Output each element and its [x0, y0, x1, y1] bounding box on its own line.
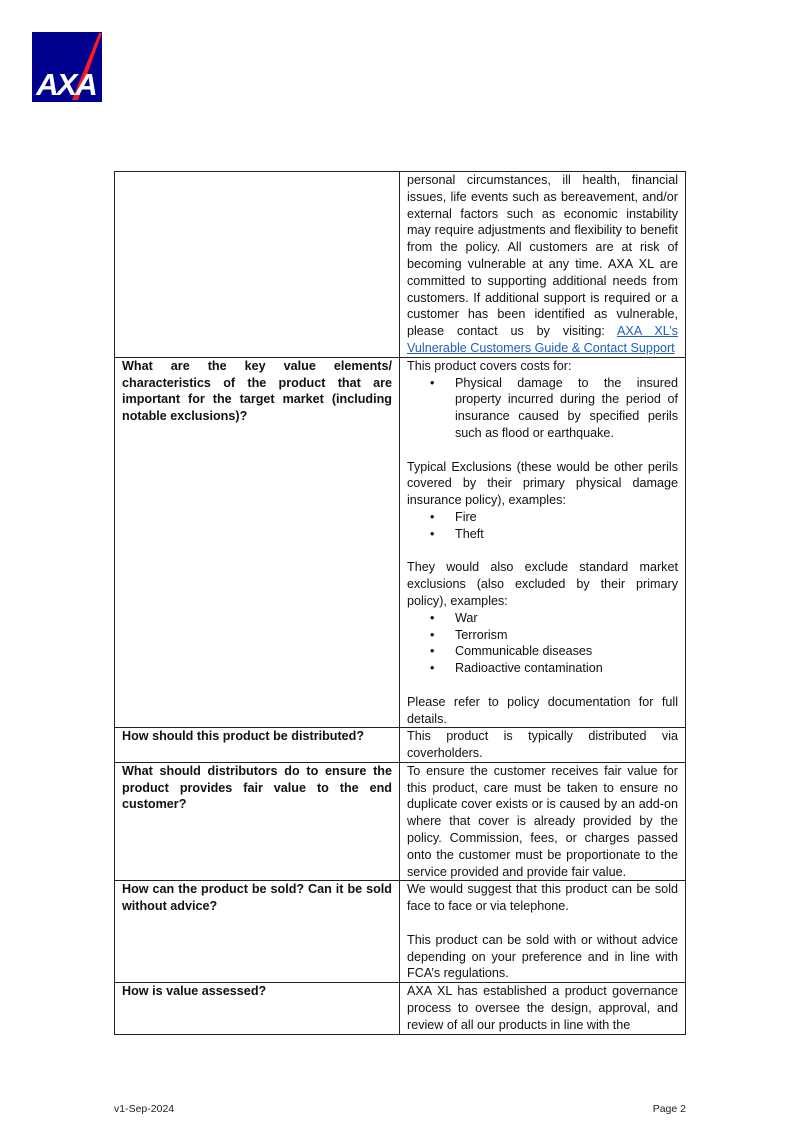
- list-item: • Physical damage to the insured property incurred during the period of insurance caused by specified perils such as flood or earthquake.: [455, 375, 678, 442]
- answer-cell: [400, 172, 686, 358]
- footer-version: v1-Sep-2024: [114, 1103, 175, 1115]
- list-item: • Radioactive contamination: [455, 660, 678, 677]
- market-exclusions-list: [407, 610, 678, 677]
- svg-text:AXA: AXA: [36, 67, 96, 102]
- axa-logo: [32, 32, 102, 102]
- product-info-table: [114, 171, 686, 1035]
- exclusions-intro: Typical Exclusions (these would be other perils covered by their primary physical damage insurance policy), examples:: [407, 459, 678, 508]
- market-exclusions-intro: They would also exclude standard market exclusions (also excluded by their primary policy), examples:: [407, 560, 678, 608]
- question-cell: How can the product be sold? Can it be sold without advice?: [115, 881, 400, 983]
- table-row: [115, 762, 686, 881]
- exclusions-list: [407, 509, 678, 543]
- question-cell: How should this product be distributed?: [115, 728, 400, 763]
- answer-cell: This product is typically distributed via coverholders.: [400, 728, 686, 763]
- answer-paragraph: We would suggest that this product can be sold face to face or via telephone.: [407, 882, 678, 914]
- answer-cell: To ensure the customer receives fair value for this product, care must be taken to ensure no duplicate cover exists or is caused by an add-on where that cover is already provided by the policy. Commission, fees, or charges passed onto the customer must be proportionate to the service provided and provide fair value.: [400, 762, 686, 881]
- answer-paragraph: This product can be sold with or without advice depending on your preference and in line with FCA’s regulations.: [407, 932, 678, 981]
- table-row: [115, 172, 686, 358]
- list-item: • Theft: [455, 526, 678, 543]
- table-row: [115, 357, 686, 728]
- vulnerability-text: personal circumstances, ill health, financial issues, life events such as bereavement, and/or external factors such as economic instability may require adjustments and flexibility to benefit from the policy. All customers are at risk of becoming vulnerable at any time. AXA XL are committed to supporting additional needs from customers. If additional support is required or a customer has been identified as vulnerable, please contact us by visiting:: [407, 173, 678, 339]
- question-cell: [115, 172, 400, 358]
- closing-note: Please refer to policy documentation for full details.: [407, 694, 678, 726]
- table-row: [115, 983, 686, 1034]
- answer-cell: AXA XL has established a product governance process to oversee the design, approval, and review of all our products in line with the: [400, 983, 686, 1034]
- covers-intro: This product covers costs for:: [407, 358, 572, 373]
- list-item: • Fire: [455, 509, 678, 526]
- list-item: • War: [455, 610, 678, 627]
- answer-cell: [400, 357, 686, 728]
- question-cell: What are the key value elements/ characteristics of the product that are important for the target market (including notable exclusions)?: [115, 357, 400, 728]
- list-item: • Communicable diseases: [455, 643, 678, 660]
- answer-cell: [400, 881, 686, 983]
- table-row: [115, 728, 686, 763]
- table-row: [115, 881, 686, 983]
- question-cell: What should distributors do to ensure the product provides fair value to the end customer?: [115, 762, 400, 881]
- list-item: • Terrorism: [455, 627, 678, 644]
- question-cell: How is value assessed?: [115, 983, 400, 1034]
- footer-page-number: Page 2: [652, 1103, 686, 1115]
- covers-list: [407, 375, 678, 442]
- vulnerable-customers-link[interactable]: AXA XL’s Vulnerable Customers Guide & Contact Support: [407, 324, 678, 355]
